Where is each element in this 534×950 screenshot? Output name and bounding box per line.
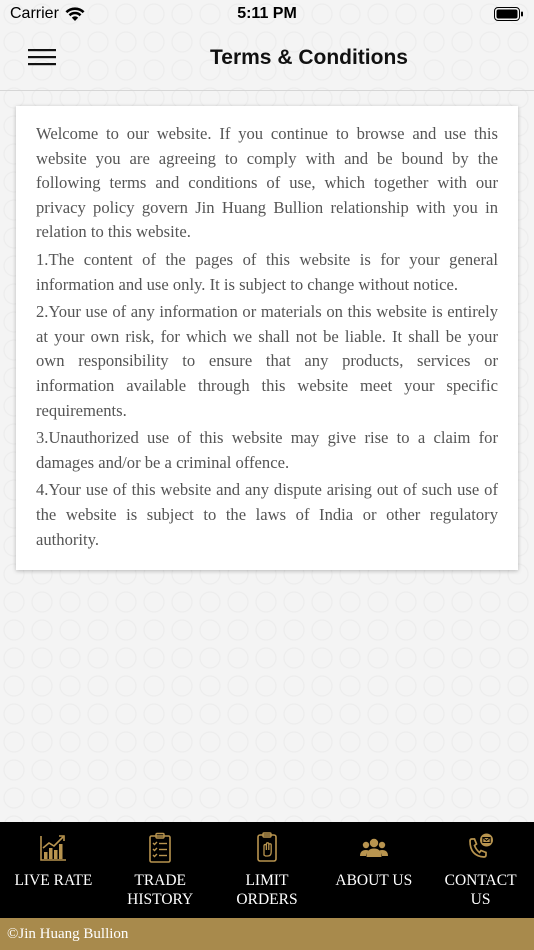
- status-time: 5:11 PM: [237, 5, 297, 22]
- hand-document-icon: [252, 832, 282, 864]
- phone-mail-icon: [466, 832, 496, 864]
- terms-card: [16, 106, 518, 570]
- terms-clause-2: 2.Your use of any information or materials on this website is entirely at your own risk, for which we shall not be liable. It shall be your own responsibility to ensure that any products, services or information available through this website meet your specific requirements.: [36, 302, 498, 420]
- terms-intro: Welcome to our website. If you continue to browse and use this website you are agreeing to comply with and be bound by the following terms and conditions of use, which together with our privacy policy govern Jin Huang Bullion relationship with you in relation to this website.: [36, 124, 498, 242]
- nav-label-about-us: ABOUT US: [335, 872, 413, 889]
- terms-clause-4: 4.Your use of this website and any dispute arising out of such use of the website is subject to the laws of India or other regulatory authority.: [36, 480, 498, 549]
- nav-item-live-rate[interactable]: [0, 822, 107, 918]
- nav-item-contact-us[interactable]: [427, 822, 534, 918]
- carrier-label: Carrier: [10, 5, 59, 22]
- page-title: Terms & Conditions: [210, 46, 408, 69]
- status-bar: [0, 0, 534, 28]
- nav-label-contact-us: CONTACT US: [444, 872, 517, 908]
- footer-copyright: ©Jin Huang Bullion: [0, 918, 534, 950]
- nav-item-limit-orders[interactable]: [214, 822, 321, 918]
- checklist-icon: [145, 832, 175, 864]
- bottom-nav: [0, 822, 534, 918]
- nav-label-trade-history: TRADE HISTORY: [127, 872, 194, 908]
- terms-clause-1: 1.The content of the pages of this website is for your general information and use only. It is subject to change without notice.: [36, 249, 498, 294]
- nav-label-live-rate: LIVE RATE: [14, 872, 93, 889]
- header: [0, 28, 534, 91]
- terms-clause-3: 3.Unauthorized use of this website may give rise to a claim for damages and/or be a criminal offence.: [36, 428, 498, 472]
- nav-label-limit-orders: LIMIT ORDERS: [236, 872, 298, 908]
- chart-icon: [38, 832, 68, 864]
- nav-item-about-us[interactable]: [320, 822, 427, 918]
- nav-item-trade-history[interactable]: [107, 822, 214, 918]
- users-icon: [359, 832, 389, 864]
